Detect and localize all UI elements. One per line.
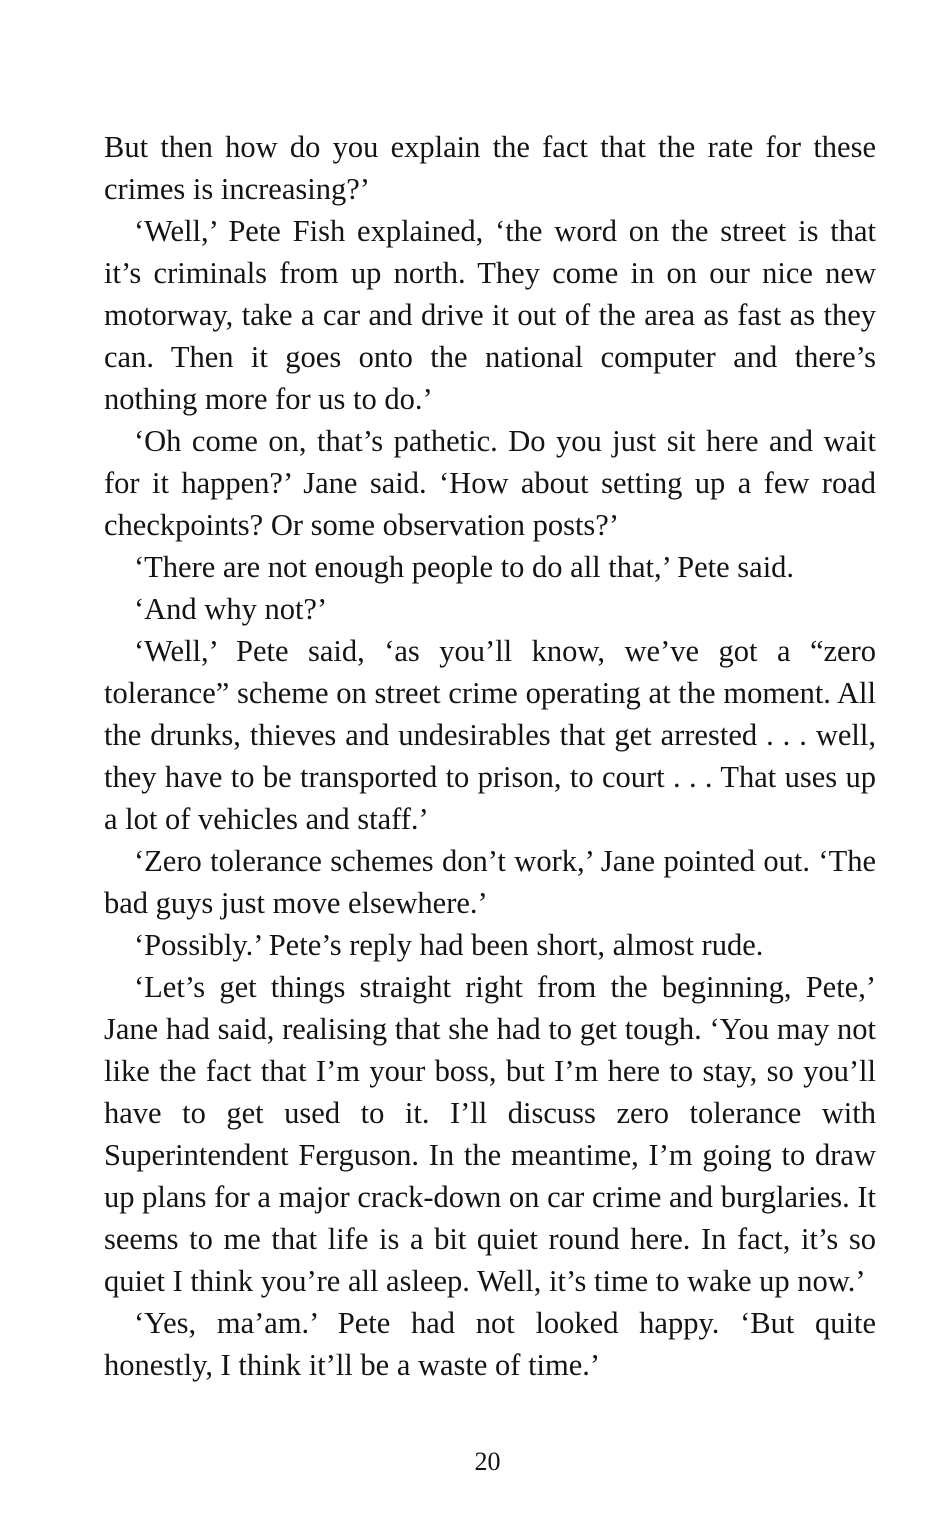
page-number: 20 [474, 1447, 501, 1476]
paragraph-6: ‘Well,’ Pete said, ‘as you’ll know, we’ve got a “zero tolerance” scheme on street crime operating at the moment. All the drunks, thieves and undesirables that get arrested . . . well, they have to be transported to prison, to court . . . That uses up a lot of vehicles and staff.’ [104, 634, 876, 836]
paragraph-2: ‘Well,’ Pete Fish explained, ‘the word on the street is that it’s criminals from up north. They come in on our nice new motorway, take a car and drive it out of the area as fast as they can. Then it goes onto the national computer and there’s nothing more for us to do.’ [104, 214, 876, 416]
paragraph-4: ‘There are not enough people to do all that,’ Pete said. [134, 550, 795, 584]
paragraph-8: ‘Possibly.’ Pete’s reply had been short, almost rude. [134, 928, 764, 962]
paragraph-10: ‘Yes, ma’am.’ Pete had not looked happy. ‘But quite honestly, I think it’ll be a waste of time.’ [104, 1306, 876, 1382]
paragraph-9: ‘Let’s get things straight right from the beginning, Pete,’ Jane had said, realising that she had to get tough. ‘You may not like the fact that I’m your boss, but I’m here to stay, so you’ll have to get used to it. I’ll discuss zero tolerance with Superintendent Ferguson. In the meantime, I’m going to draw up plans for a major crack-down on car crime and burglaries. It seems to me that life is a bit quiet round here. In fact, it’s so quiet I think you’re all asleep. Well, it’s time to wake up now.’ [104, 970, 876, 1298]
paragraph-1: But then how do you explain the fact that the rate for these crimes is increasing?’ [104, 130, 876, 206]
paragraph-5: ‘And why not?’ [134, 592, 328, 626]
page-body [104, 126, 876, 1386]
paragraph-7: ‘Zero tolerance schemes don’t work,’ Jane pointed out. ‘The bad guys just move elsewhere.’ [104, 844, 876, 920]
paragraph-3: ‘Oh come on, that’s pathetic. Do you just sit here and wait for it happen?’ Jane said. ‘How about setting up a few road checkpoints? Or some observation posts?’ [104, 424, 876, 542]
